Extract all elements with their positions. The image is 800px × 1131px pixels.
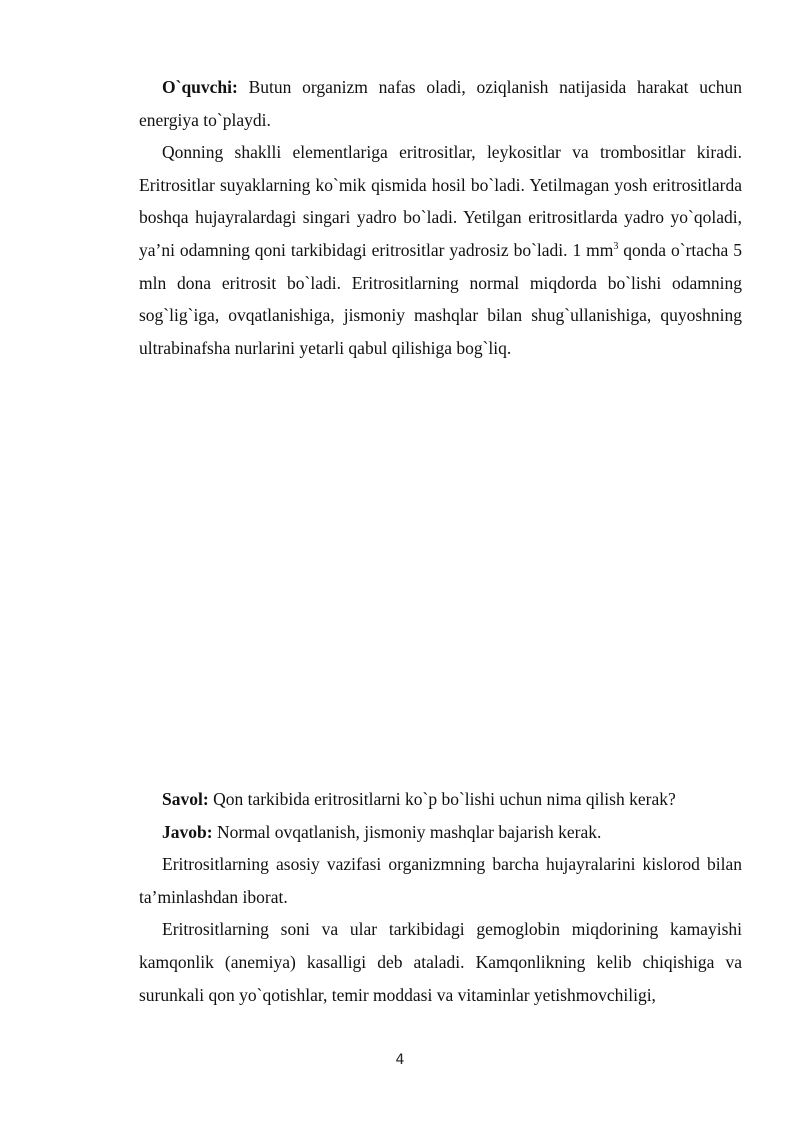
student-answer-paragraph — [139, 71, 742, 136]
anemia-paragraph: Eritrositlarning soni va ular tarkibidagi gemoglobin miqdorining kamayishi kamqonlik (anemiya) kasalligi deb ataladi. Kamqonlikning kelib chiqishiga va surunkali qon yo`qotishlar, temir moddasi va vitaminlar yetishmovchiligi, — [139, 919, 742, 1005]
cubic-superscript: 3 — [613, 241, 619, 253]
answer-text: Normal ovqatlanish, jismoniy mashqlar bajarish kerak. — [212, 821, 602, 842]
student-answer-text: Butun organizm nafas oladi, oziqlanish natijasida harakat uchun energiya to`playdi. — [139, 77, 742, 130]
question-paragraph — [139, 783, 742, 816]
student-label: O`quvchi: — [162, 77, 238, 97]
bottom-text-block — [139, 783, 742, 1011]
answer-paragraph — [139, 816, 742, 849]
top-text-block — [139, 71, 742, 364]
page-number: 4 — [395, 1052, 405, 1068]
blood-elements-paragraph — [139, 136, 742, 364]
blood-elements-text-continued: qonda o`rtacha 5 mln dona eritrosit bo`ladi. Eritrositlarning normal miqdorda bo`lishi odamning sog`lig`iga, ovqatlanishiga, jismoniy mashqlar bilan shug`ullanishiga, quyoshning ultrabinafsha nurlarini yetarli qabul qilishiga bog`liq. — [139, 239, 742, 358]
question-label: Savol: — [162, 789, 209, 809]
question-text: Qon tarkibida eritrositlarni ko`p bo`lishi uchun nima qilish kerak? — [208, 789, 676, 809]
erythrocyte-function-paragraph: Eritrositlarning asosiy vazifasi organizmning barcha hujayralarini kislorod bilan ta’minlashdan iborat. — [139, 854, 742, 907]
blood-elements-text: Qonning shaklli elementlariga eritrositlar, leykositlar va trombositlar kiradi. Eritrositlar suyaklarning ko`mik qismida hosil bo`ladi. Yetilmagan yosh eritrositlarda boshqa hujayralardagi singari yadro bo`ladi. Yetilgan eritrositlarda yadro yo`qoladi, ya’ni odamning qoni tarkibidagi eritrositlar yadrosiz bo`ladi. 1 mm — [139, 142, 742, 260]
answer-label: Javob: — [162, 821, 213, 842]
